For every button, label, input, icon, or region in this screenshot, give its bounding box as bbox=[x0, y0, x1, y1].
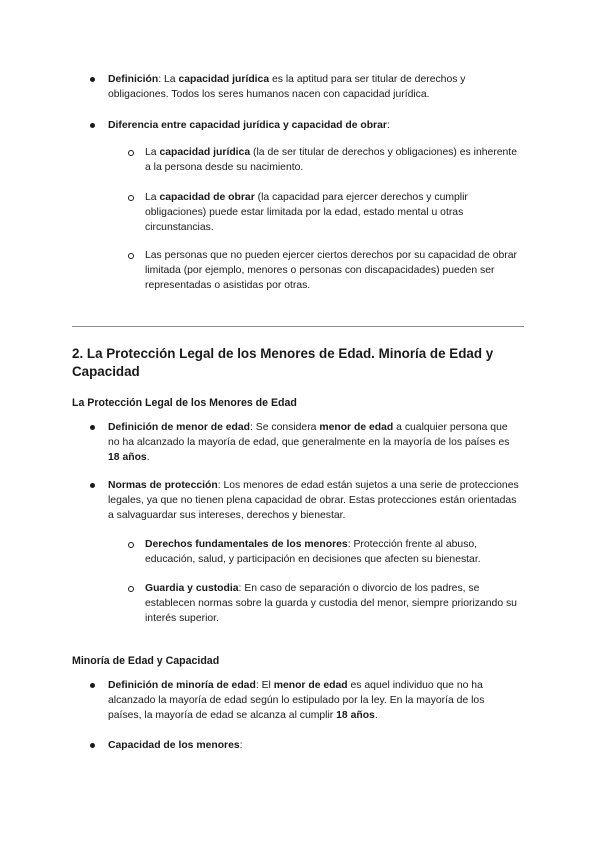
list-item-definicion: Definición: La capacidad jurídica es la aptitud para ser titular de derechos y obligaciones. Todos los seres humanos nacen con capacidad jurídica. bbox=[108, 72, 520, 102]
sub-list-item: La capacidad de obrar (la capacidad para ejercer derechos y cumplir obligaciones) puede estar limitada por la edad, estado mental u otras circunstancias. bbox=[145, 190, 517, 235]
circle-bullet-icon bbox=[128, 586, 134, 592]
section-heading: 2. La Protección Legal de los Menores de Edad. Minoría de Edad y Capacidad bbox=[72, 346, 494, 379]
sub-list-item: Derechos fundamentales de los menores: Protección frente al abuso, educación, salud, y participación en decisiones que afecten su bienestar. bbox=[145, 537, 517, 567]
bullet-icon bbox=[90, 483, 95, 488]
list-item-diferencia: Diferencia entre capacidad jurídica y capacidad de obrar: bbox=[108, 118, 520, 133]
list-item-definicion-minoria: Definición de minoría de edad: El menor de edad es aquel individuo que no ha alcanzado la mayoría de edad según lo estipulado por la ley. En la mayoría de los países, la mayoría de edad se alcanza al cumplir 18 años. bbox=[108, 678, 520, 723]
list-item-definicion-menor: Definición de menor de edad: Se considera menor de edad a cualquier persona que no ha alcanzado la mayoría de edad, que generalmente en la mayoría de los países es 18 años. bbox=[108, 420, 520, 465]
sub-list-item: Guardia y custodia: En caso de separación o divorcio de los padres, se establecen normas sobre la guarda y custodia del menor, siempre priorizando su interés superior. bbox=[145, 581, 517, 626]
sub-list-item: Las personas que no pueden ejercer ciertos derechos por su capacidad de obrar limitada (por ejemplo, menores o personas con discapacidades) pueden ser representadas o asistidas por otras. bbox=[145, 248, 517, 293]
circle-bullet-icon bbox=[128, 542, 134, 548]
sub-list-item: La capacidad jurídica (la de ser titular de derechos y obligaciones) es inherente a la persona desde su nacimiento. bbox=[145, 145, 517, 175]
term: Diferencia entre capacidad jurídica y capacidad de obrar bbox=[108, 120, 387, 131]
bullet-icon bbox=[90, 77, 95, 82]
circle-bullet-icon bbox=[128, 253, 134, 259]
term: Definición bbox=[108, 74, 159, 85]
list-item-normas: Normas de protección: Los menores de edad están sujetos a una serie de protecciones legales, ya que no tienen plena capacidad de obrar. Estas protecciones están orientadas a salvaguardar sus intereses, derechos y bienestar. bbox=[108, 478, 520, 523]
circle-bullet-icon bbox=[128, 195, 134, 201]
circle-bullet-icon bbox=[128, 150, 134, 156]
bullet-icon bbox=[90, 123, 95, 128]
subsection-heading: Minoría de Edad y Capacidad bbox=[72, 655, 220, 667]
bullet-icon bbox=[90, 683, 95, 688]
bullet-icon bbox=[90, 425, 95, 430]
list-item-capacidad-menores: Capacidad de los menores: bbox=[108, 738, 520, 753]
bullet-icon bbox=[90, 743, 95, 748]
subsection-heading: La Protección Legal de los Menores de Edad bbox=[72, 397, 297, 409]
horizontal-divider bbox=[72, 326, 524, 327]
